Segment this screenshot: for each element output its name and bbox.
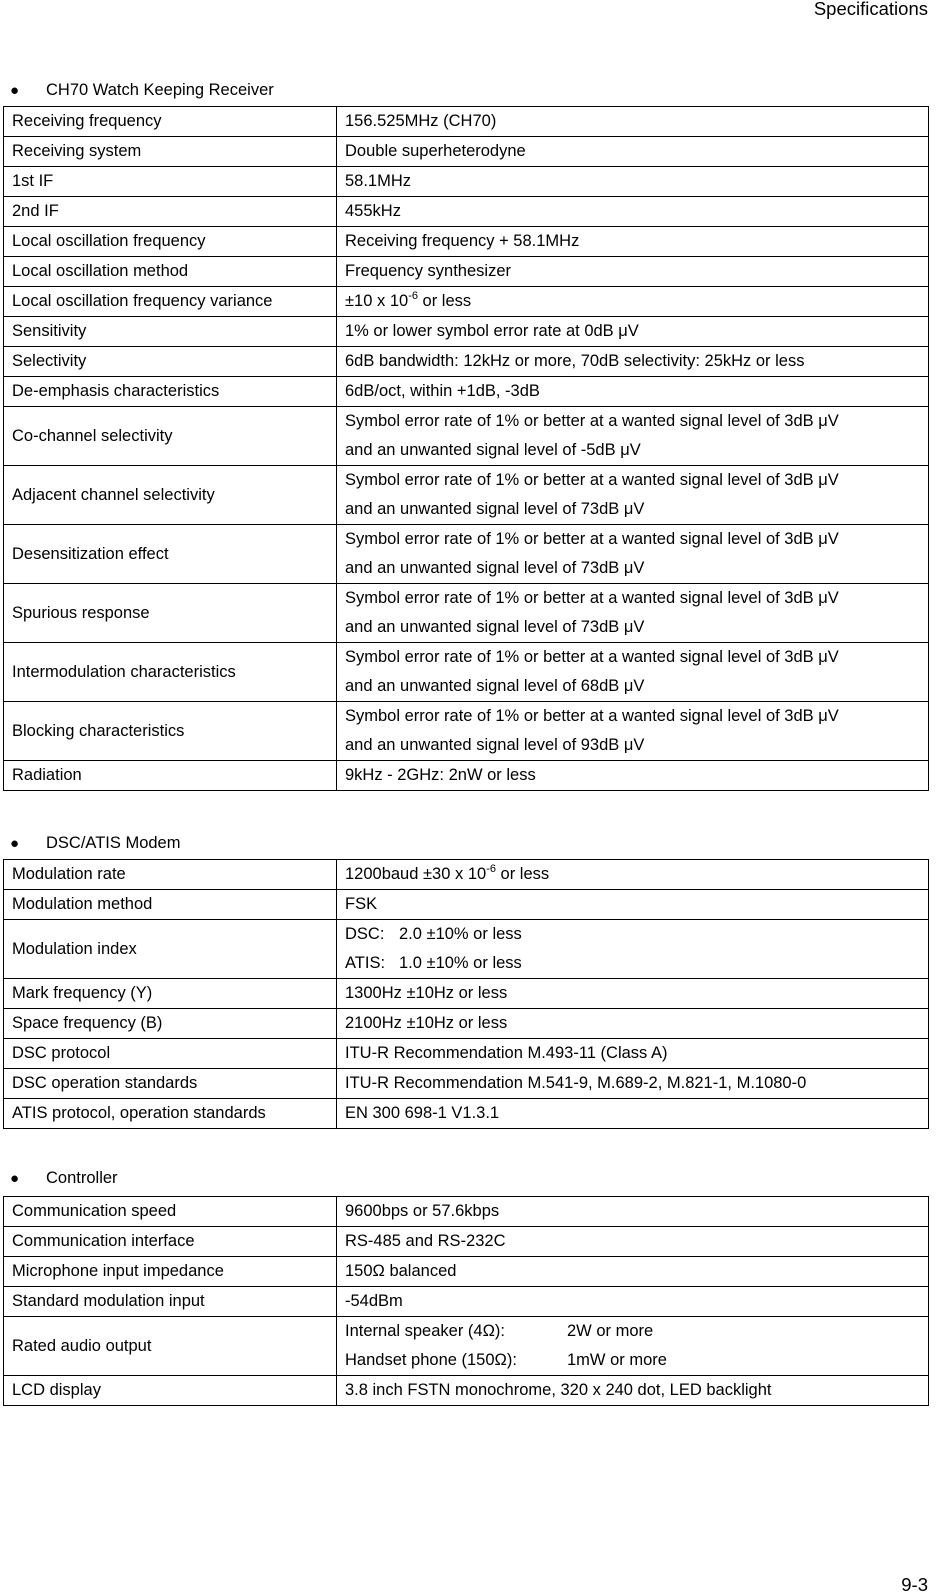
value-line-1: Symbol error rate of 1% or better at a wanted signal level of 3dB μV bbox=[345, 648, 839, 666]
table-row bbox=[4, 227, 929, 257]
table-row bbox=[4, 860, 929, 890]
value-line-1: Symbol error rate of 1% or better at a wanted signal level of 3dB μV bbox=[345, 412, 839, 430]
spec-value bbox=[337, 1317, 929, 1376]
spec-label: DSC protocol bbox=[4, 1039, 337, 1069]
spec-value bbox=[337, 287, 929, 317]
spec-label: Desensitization effect bbox=[4, 525, 337, 584]
value-line-2: and an unwanted signal level of -5dB μV bbox=[345, 441, 641, 459]
spec-label: DSC operation standards bbox=[4, 1069, 337, 1099]
section-title-text: Controller bbox=[46, 1169, 118, 1187]
spec-value bbox=[337, 584, 929, 643]
spec-label: Selectivity bbox=[4, 347, 337, 377]
section-title-text: DSC/ATIS Modem bbox=[46, 834, 181, 852]
spec-label: Local oscillation frequency bbox=[4, 227, 337, 257]
table-row bbox=[4, 761, 929, 791]
table-row bbox=[4, 407, 929, 466]
table-row bbox=[4, 1009, 929, 1039]
table-row bbox=[4, 1197, 929, 1227]
value-line-1: Symbol error rate of 1% or better at a wanted signal level of 3dB μV bbox=[345, 471, 839, 489]
spec-value bbox=[337, 466, 929, 525]
spec-label: Adjacent channel selectivity bbox=[4, 466, 337, 525]
spec-value: 150Ω balanced bbox=[337, 1257, 929, 1287]
spec-label: Modulation rate bbox=[4, 860, 337, 890]
spec-value bbox=[337, 702, 929, 761]
value-line-1: Symbol error rate of 1% or better at a wanted signal level of 3dB μV bbox=[345, 530, 839, 548]
table-row bbox=[4, 257, 929, 287]
bullet-icon: ● bbox=[10, 835, 20, 852]
table-row bbox=[4, 317, 929, 347]
value-exponent: -6 bbox=[486, 863, 496, 875]
spec-value: EN 300 698-1 V1.3.1 bbox=[337, 1099, 929, 1129]
spec-value: -54dBm bbox=[337, 1287, 929, 1317]
section-title-modem bbox=[10, 833, 180, 853]
table-row bbox=[4, 107, 929, 137]
table-row bbox=[4, 287, 929, 317]
table-row bbox=[4, 137, 929, 167]
spec-label: De-emphasis characteristics bbox=[4, 377, 337, 407]
spec-label: Communication speed bbox=[4, 1197, 337, 1227]
value-line-2: and an unwanted signal level of 93dB μV bbox=[345, 736, 645, 754]
spec-label: Blocking characteristics bbox=[4, 702, 337, 761]
output-name: Handset phone (150Ω): bbox=[345, 1351, 517, 1369]
controller-spec-table bbox=[3, 1196, 929, 1406]
spec-label: Receiving system bbox=[4, 137, 337, 167]
value-line-2: and an unwanted signal level of 68dB μV bbox=[345, 677, 645, 695]
spec-value: 9600bps or 57.6kbps bbox=[337, 1197, 929, 1227]
spec-value: Receiving frequency + 58.1MHz bbox=[337, 227, 929, 257]
table-row bbox=[4, 584, 929, 643]
value-line-1 bbox=[345, 1317, 928, 1346]
spec-label: Sensitivity bbox=[4, 317, 337, 347]
spec-value: 2100Hz ±10Hz or less bbox=[337, 1009, 929, 1039]
table-row bbox=[4, 347, 929, 377]
spec-value: 1% or lower symbol error rate at 0dB μV bbox=[337, 317, 929, 347]
receiver-spec-table bbox=[3, 106, 929, 791]
spec-label: Rated audio output bbox=[4, 1317, 337, 1376]
index-name: DSC: bbox=[345, 925, 385, 943]
spec-label: Modulation method bbox=[4, 890, 337, 920]
value-line-2: and an unwanted signal level of 73dB μV bbox=[345, 500, 645, 518]
spec-value: 3.8 inch FSTN monochrome, 320 x 240 dot, LED backlight bbox=[337, 1376, 929, 1406]
spec-label: Co-channel selectivity bbox=[4, 407, 337, 466]
table-row bbox=[4, 377, 929, 407]
spec-label: Intermodulation characteristics bbox=[4, 643, 337, 702]
value-base: ±10 x 10 bbox=[345, 292, 409, 310]
table-row bbox=[4, 167, 929, 197]
value-line-2 bbox=[345, 949, 928, 978]
table-row bbox=[4, 1287, 929, 1317]
spec-value: 1300Hz ±10Hz or less bbox=[337, 979, 929, 1009]
spec-value: 58.1MHz bbox=[337, 167, 929, 197]
table-row bbox=[4, 1376, 929, 1406]
spec-label: Space frequency (B) bbox=[4, 1009, 337, 1039]
table-row bbox=[4, 1069, 929, 1099]
output-value: 2W or more bbox=[567, 1322, 654, 1340]
table-row bbox=[4, 643, 929, 702]
spec-value bbox=[337, 860, 929, 890]
table-row bbox=[4, 525, 929, 584]
table-row bbox=[4, 702, 929, 761]
spec-label: Mark frequency (Y) bbox=[4, 979, 337, 1009]
spec-value: 455kHz bbox=[337, 197, 929, 227]
table-row bbox=[4, 466, 929, 525]
table-row bbox=[4, 1317, 929, 1376]
index-value: 2.0 ±10% or less bbox=[399, 925, 522, 943]
value-base: 1200baud ±30 x 10 bbox=[345, 865, 487, 883]
spec-value bbox=[337, 920, 929, 979]
value-line-2 bbox=[345, 1346, 928, 1375]
spec-value: ITU-R Recommendation M.541-9, M.689-2, M.821-1, M.1080-0 bbox=[337, 1069, 929, 1099]
spec-label: Modulation index bbox=[4, 920, 337, 979]
spec-label: 2nd IF bbox=[4, 197, 337, 227]
spec-value: 9kHz - 2GHz: 2nW or less bbox=[337, 761, 929, 791]
table-row bbox=[4, 920, 929, 979]
value-exponent: -6 bbox=[408, 290, 418, 302]
table-row bbox=[4, 1099, 929, 1129]
spec-label: LCD display bbox=[4, 1376, 337, 1406]
output-value: 1mW or more bbox=[567, 1351, 667, 1369]
table-row bbox=[4, 1039, 929, 1069]
spec-label: Local oscillation method bbox=[4, 257, 337, 287]
page-header: Specifications bbox=[813, 0, 928, 19]
spec-value: Double superheterodyne bbox=[337, 137, 929, 167]
spec-value: RS-485 and RS-232C bbox=[337, 1227, 929, 1257]
spec-label: ATIS protocol, operation standards bbox=[4, 1099, 337, 1129]
value-suffix: or less bbox=[495, 865, 550, 883]
spec-label: Radiation bbox=[4, 761, 337, 791]
spec-value: ITU-R Recommendation M.493-11 (Class A) bbox=[337, 1039, 929, 1069]
output-name: Internal speaker (4Ω): bbox=[345, 1322, 505, 1340]
spec-value bbox=[337, 407, 929, 466]
spec-value: 6dB bandwidth: 12kHz or more, 70dB selectivity: 25kHz or less bbox=[337, 347, 929, 377]
value-line-2: and an unwanted signal level of 73dB μV bbox=[345, 618, 645, 636]
spec-label: Communication interface bbox=[4, 1227, 337, 1257]
spec-value bbox=[337, 643, 929, 702]
value-suffix: or less bbox=[417, 292, 472, 310]
value-line-1 bbox=[345, 920, 928, 949]
index-value: 1.0 ±10% or less bbox=[399, 954, 522, 972]
modem-spec-table bbox=[3, 859, 929, 1129]
spec-value: Frequency synthesizer bbox=[337, 257, 929, 287]
table-row bbox=[4, 197, 929, 227]
bullet-icon: ● bbox=[10, 1170, 20, 1187]
spec-label: Standard modulation input bbox=[4, 1287, 337, 1317]
value-line-2: and an unwanted signal level of 73dB μV bbox=[345, 559, 645, 577]
table-row bbox=[4, 1257, 929, 1287]
spec-label: Local oscillation frequency variance bbox=[4, 287, 337, 317]
value-line-1: Symbol error rate of 1% or better at a wanted signal level of 3dB μV bbox=[345, 589, 839, 607]
spec-label: Receiving frequency bbox=[4, 107, 337, 137]
index-name: ATIS: bbox=[345, 954, 386, 972]
table-row bbox=[4, 979, 929, 1009]
page-number: 9-3 bbox=[901, 1574, 928, 1595]
table-row bbox=[4, 1227, 929, 1257]
spec-value: FSK bbox=[337, 890, 929, 920]
spec-label: Microphone input impedance bbox=[4, 1257, 337, 1287]
spec-label: 1st IF bbox=[4, 167, 337, 197]
section-title-controller bbox=[10, 1168, 118, 1188]
table-row bbox=[4, 890, 929, 920]
section-title-text: CH70 Watch Keeping Receiver bbox=[46, 81, 274, 99]
spec-value bbox=[337, 525, 929, 584]
spec-value: 156.525MHz (CH70) bbox=[337, 107, 929, 137]
spec-label: Spurious response bbox=[4, 584, 337, 643]
spec-value: 6dB/oct, within +1dB, -3dB bbox=[337, 377, 929, 407]
section-title-receiver bbox=[10, 80, 274, 100]
bullet-icon: ● bbox=[10, 82, 20, 99]
value-line-1: Symbol error rate of 1% or better at a wanted signal level of 3dB μV bbox=[345, 707, 839, 725]
